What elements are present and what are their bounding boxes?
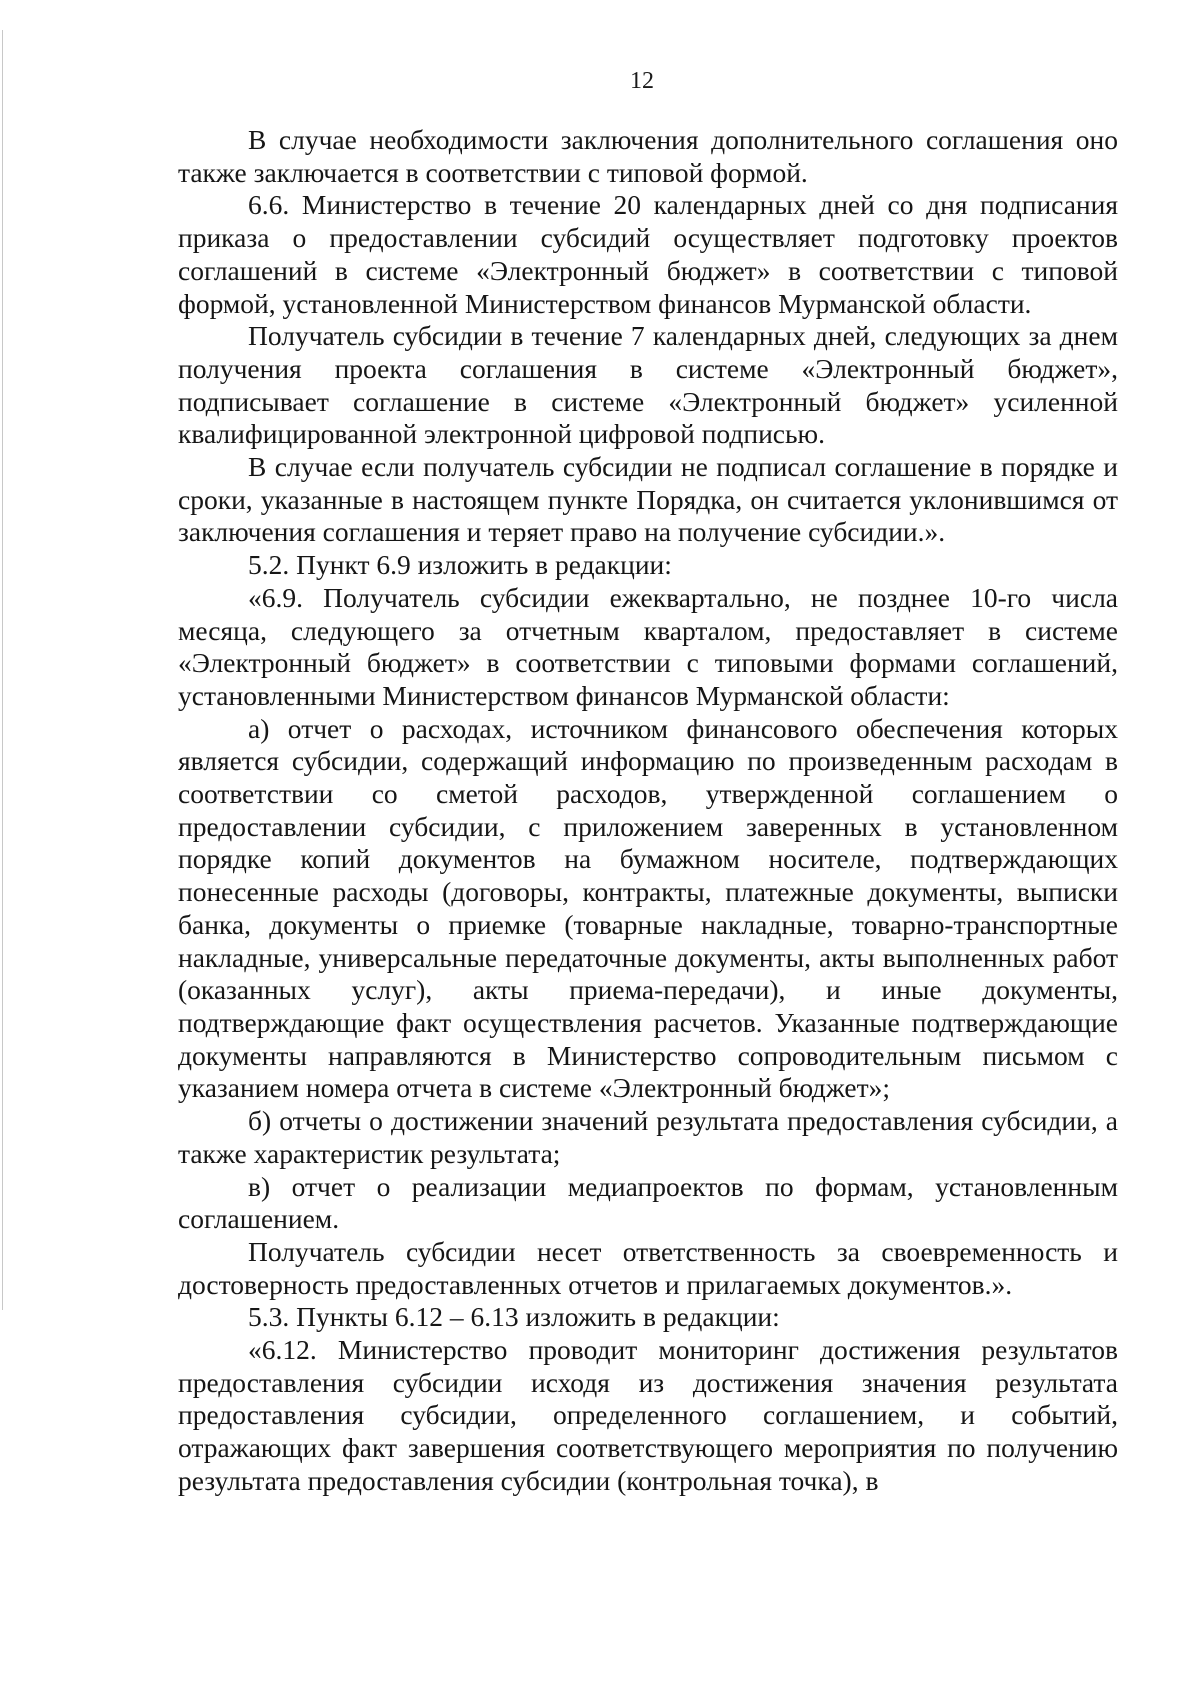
paragraph: В случае если получатель субсидии не подписал соглашение в порядке и сроки, указанные в настоящем пункте Порядка, он считается уклонившимся от заключения соглашения и теряет право на получение субсидии.». [178, 451, 1118, 548]
paragraph: Получатель субсидии несет ответственность за своевременность и достоверность предоставленных отчетов и прилагаемых документов.». [178, 1235, 1118, 1300]
paragraph: 5.3. Пункты 6.12 – 6.13 изложить в редакции: [248, 1301, 780, 1333]
paragraph: В случае необходимости заключения дополнительного соглашения оно также заключается в соответствии с типовой формой. [178, 124, 1118, 188]
paragraph: Получатель субсидии в течение 7 календарных дней, следующих за днем получения проекта соглашения в системе «Электронный бюджет», подписывает соглашение в системе «Электронный бюджет» усиленной квалифицированной электронной цифровой подписью. [178, 320, 1118, 450]
paragraph: б) отчеты о достижении значений результата предоставления субсидии, а также характеристик результата; [178, 1105, 1118, 1169]
paragraph: а) отчет о расходах, источником финансового обеспечения которых является субсидии, содержащий информацию по произведенным расходам в соответствии со сметой расходов, утвержденной соглашением о предоставлении субсидии, с приложением заверенных в установленном порядке копий документов на бумажном носителе, подтверждающих понесенные расходы (договоры, контракты, платежные документы, выписки банка, документы о приемке (товарные накладные, товарно-транспортные накладные, универсальные передаточные документы, акты выполненных работ (оказанных услуг), акты приема-передачи), и иные документы, подтверждающие факт осуществления расчетов. Указанные подтверждающие документы направляются в Министерство сопроводительным письмом с указанием номера отчета в системе «Электронный бюджет»; [178, 712, 1118, 1104]
paragraph: 6.6. Министерство в течение 20 календарных дней со дня подписания приказа о предоставлении субсидий осуществляет подготовку проектов соглашений в системе «Электронный бюджет» в соответствии с типовой формой, установленной Министерством финансов Мурманской области. [178, 189, 1118, 319]
paragraph: в) отчет о реализации медиапроектов по формам, установленным соглашением. [178, 1170, 1118, 1235]
scan-edge-line [2, 30, 3, 1310]
document-body [178, 124, 1118, 1498]
paragraph: «6.9. Получатель субсидии ежеквартально, не позднее 10-го числа месяца, следующего за отчетным кварталом, предоставляет в системе «Электронный бюджет» в соответствии с типовыми формами соглашений, установленными Министерством финансов Мурманской области: [178, 581, 1118, 711]
paragraph: «6.12. Министерство проводит мониторинг достижения результатов предоставления субсидии исходя из достижения значения результата предоставления субсидии, определенного соглашением, и событий, отражающих факт завершения соответствующего мероприятия по получению результата предоставления субсидии (контрольная точка), в [178, 1334, 1118, 1496]
page-number: 12 [630, 68, 654, 94]
paragraph: 5.2. Пункт 6.9 изложить в редакции: [248, 549, 672, 581]
